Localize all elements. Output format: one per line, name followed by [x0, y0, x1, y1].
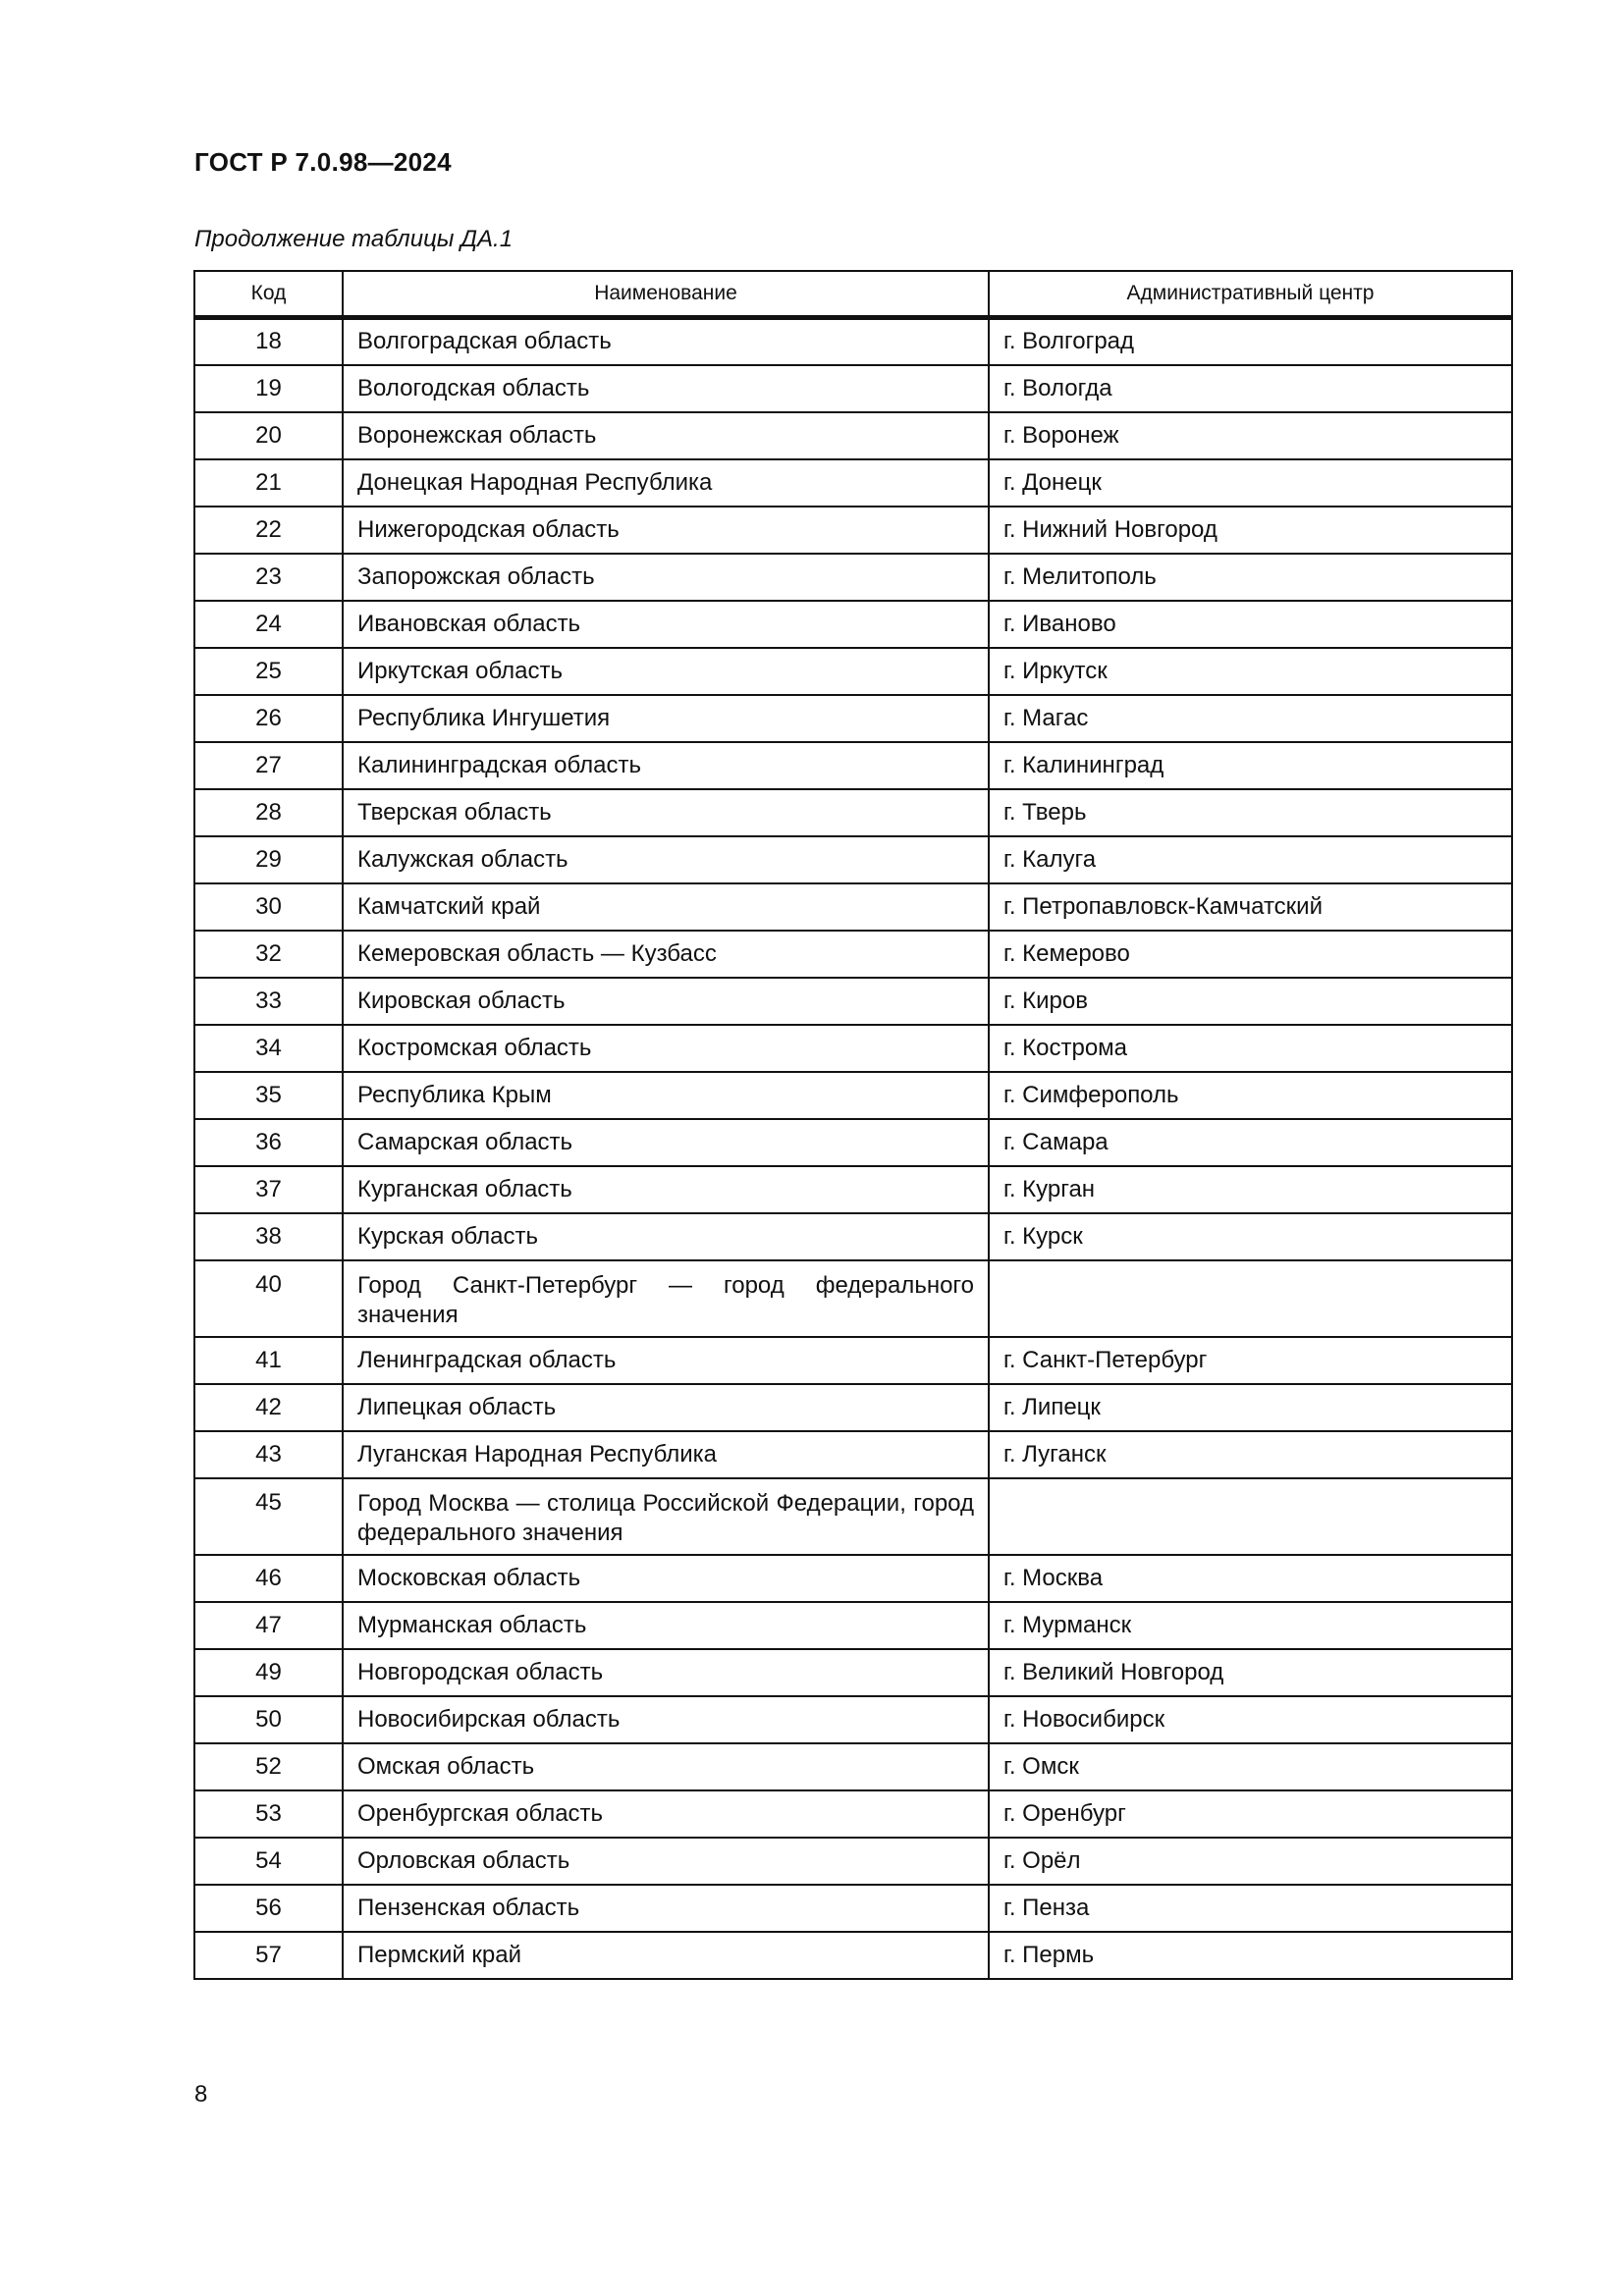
cell-center: г. Пермь	[989, 1932, 1512, 1979]
table-header	[194, 271, 1512, 318]
cell-center: г. Самара	[989, 1119, 1512, 1166]
cell-center: г. Луганск	[989, 1431, 1512, 1478]
cell-center: г. Мелитополь	[989, 554, 1512, 601]
table-row	[194, 742, 1512, 789]
cell-code: 43	[194, 1431, 343, 1478]
cell-center: г. Вологда	[989, 365, 1512, 412]
cell-name: Иркутская область	[343, 648, 989, 695]
table-row	[194, 1166, 1512, 1213]
cell-code: 47	[194, 1602, 343, 1649]
regions-table	[193, 270, 1513, 1980]
cell-name: Кемеровская область — Кузбасс	[343, 931, 989, 978]
cell-center: г. Великий Новгород	[989, 1649, 1512, 1696]
cell-center: г. Симферополь	[989, 1072, 1512, 1119]
cell-name: Волгоградская область	[343, 318, 989, 365]
table-row	[194, 1602, 1512, 1649]
cell-code: 40	[194, 1260, 343, 1337]
cell-name: Курганская область	[343, 1166, 989, 1213]
cell-code: 54	[194, 1838, 343, 1885]
cell-name: Костромская область	[343, 1025, 989, 1072]
cell-code: 23	[194, 554, 343, 601]
table-row	[194, 1649, 1512, 1696]
cell-center: г. Кемерово	[989, 931, 1512, 978]
cell-center: г. Петропавловск-Камчатский	[989, 883, 1512, 931]
cell-center: г. Калуга	[989, 836, 1512, 883]
cell-code: 27	[194, 742, 343, 789]
table-row	[194, 1337, 1512, 1384]
cell-code: 32	[194, 931, 343, 978]
cell-name: Город Санкт-Петербург — город федерального значения	[343, 1260, 989, 1337]
cell-code: 24	[194, 601, 343, 648]
cell-code: 26	[194, 695, 343, 742]
cell-name: Камчатский край	[343, 883, 989, 931]
cell-center: г. Тверь	[989, 789, 1512, 836]
table-row	[194, 1743, 1512, 1790]
table-row	[194, 978, 1512, 1025]
table-row	[194, 412, 1512, 459]
table-row	[194, 601, 1512, 648]
cell-name: Луганская Народная Республика	[343, 1431, 989, 1478]
column-header-name: Наименование	[343, 271, 989, 318]
table-row	[194, 1025, 1512, 1072]
table-row	[194, 1790, 1512, 1838]
table-row	[194, 931, 1512, 978]
cell-name: Калужская область	[343, 836, 989, 883]
cell-name: Вологодская область	[343, 365, 989, 412]
cell-name: Запорожская область	[343, 554, 989, 601]
cell-center: г. Санкт-Петербург	[989, 1337, 1512, 1384]
cell-code: 25	[194, 648, 343, 695]
cell-name: Липецкая область	[343, 1384, 989, 1431]
cell-name: Калининградская область	[343, 742, 989, 789]
cell-name: Республика Крым	[343, 1072, 989, 1119]
column-header-center: Административный центр	[989, 271, 1512, 318]
cell-center: г. Новосибирск	[989, 1696, 1512, 1743]
cell-code: 21	[194, 459, 343, 507]
table-row	[194, 883, 1512, 931]
cell-name: Республика Ингушетия	[343, 695, 989, 742]
cell-center: г. Магас	[989, 695, 1512, 742]
cell-name: Новгородская область	[343, 1649, 989, 1696]
cell-code: 22	[194, 507, 343, 554]
table-row	[194, 836, 1512, 883]
cell-code: 33	[194, 978, 343, 1025]
table-row	[194, 1072, 1512, 1119]
document-standard-header: ГОСТ Р 7.0.98—2024	[194, 147, 452, 177]
cell-center: г. Иркутск	[989, 648, 1512, 695]
cell-center: г. Москва	[989, 1555, 1512, 1602]
cell-code: 53	[194, 1790, 343, 1838]
cell-center: г. Иваново	[989, 601, 1512, 648]
cell-center: г. Орёл	[989, 1838, 1512, 1885]
cell-center: г. Оренбург	[989, 1790, 1512, 1838]
table-row	[194, 1384, 1512, 1431]
cell-code: 49	[194, 1649, 343, 1696]
cell-name: Донецкая Народная Республика	[343, 459, 989, 507]
table-header-row	[194, 271, 1512, 318]
cell-center: г. Кострома	[989, 1025, 1512, 1072]
cell-center: г. Донецк	[989, 459, 1512, 507]
cell-center: г. Курган	[989, 1166, 1512, 1213]
table-row	[194, 789, 1512, 836]
cell-name: Орловская область	[343, 1838, 989, 1885]
table-caption: Продолжение таблицы ДА.1	[194, 226, 514, 252]
cell-name: Тверская область	[343, 789, 989, 836]
cell-name: Самарская область	[343, 1119, 989, 1166]
cell-name: Ивановская область	[343, 601, 989, 648]
cell-name: Пермский край	[343, 1932, 989, 1979]
table-row	[194, 1885, 1512, 1932]
cell-center: г. Омск	[989, 1743, 1512, 1790]
cell-name: Нижегородская область	[343, 507, 989, 554]
table-row	[194, 459, 1512, 507]
cell-code: 50	[194, 1696, 343, 1743]
cell-code: 30	[194, 883, 343, 931]
cell-name: Омская область	[343, 1743, 989, 1790]
table-row	[194, 507, 1512, 554]
cell-code: 37	[194, 1166, 343, 1213]
cell-name: Новосибирская область	[343, 1696, 989, 1743]
cell-center	[989, 1260, 1512, 1337]
table-row	[194, 365, 1512, 412]
cell-center: г. Киров	[989, 978, 1512, 1025]
table-body	[194, 318, 1512, 1979]
cell-code: 56	[194, 1885, 343, 1932]
cell-code: 36	[194, 1119, 343, 1166]
cell-name: Пензенская область	[343, 1885, 989, 1932]
table-row	[194, 1932, 1512, 1979]
cell-center: г. Волгоград	[989, 318, 1512, 365]
table-row	[194, 1838, 1512, 1885]
cell-code: 46	[194, 1555, 343, 1602]
cell-code: 18	[194, 318, 343, 365]
cell-code: 34	[194, 1025, 343, 1072]
table-row	[194, 318, 1512, 365]
cell-center: г. Пенза	[989, 1885, 1512, 1932]
table-row	[194, 695, 1512, 742]
cell-name: Ленинградская область	[343, 1337, 989, 1384]
table-row	[194, 554, 1512, 601]
table-row	[194, 1555, 1512, 1602]
cell-name: Город Москва — столица Российской Федерации, город федерального значения	[343, 1478, 989, 1555]
cell-name: Оренбургская область	[343, 1790, 989, 1838]
cell-name: Кировская область	[343, 978, 989, 1025]
cell-name: Мурманская область	[343, 1602, 989, 1649]
cell-name: Воронежская область	[343, 412, 989, 459]
cell-name: Московская область	[343, 1555, 989, 1602]
cell-code: 20	[194, 412, 343, 459]
table-row	[194, 1260, 1512, 1337]
cell-center: г. Липецк	[989, 1384, 1512, 1431]
cell-center: г. Воронеж	[989, 412, 1512, 459]
page-number: 8	[194, 2081, 208, 2108]
cell-center: г. Мурманск	[989, 1602, 1512, 1649]
cell-code: 35	[194, 1072, 343, 1119]
cell-code: 52	[194, 1743, 343, 1790]
cell-center: г. Нижний Новгород	[989, 507, 1512, 554]
cell-center: г. Курск	[989, 1213, 1512, 1260]
table-row	[194, 1119, 1512, 1166]
table-row	[194, 1696, 1512, 1743]
cell-code: 19	[194, 365, 343, 412]
table-row	[194, 1431, 1512, 1478]
cell-name: Курская область	[343, 1213, 989, 1260]
cell-code: 45	[194, 1478, 343, 1555]
table-row	[194, 1478, 1512, 1555]
table-row	[194, 1213, 1512, 1260]
cell-code: 57	[194, 1932, 343, 1979]
cell-code: 29	[194, 836, 343, 883]
cell-code: 42	[194, 1384, 343, 1431]
cell-code: 41	[194, 1337, 343, 1384]
table-row	[194, 648, 1512, 695]
cell-center	[989, 1478, 1512, 1555]
cell-code: 38	[194, 1213, 343, 1260]
cell-center: г. Калининград	[989, 742, 1512, 789]
column-header-code: Код	[194, 271, 343, 318]
cell-code: 28	[194, 789, 343, 836]
